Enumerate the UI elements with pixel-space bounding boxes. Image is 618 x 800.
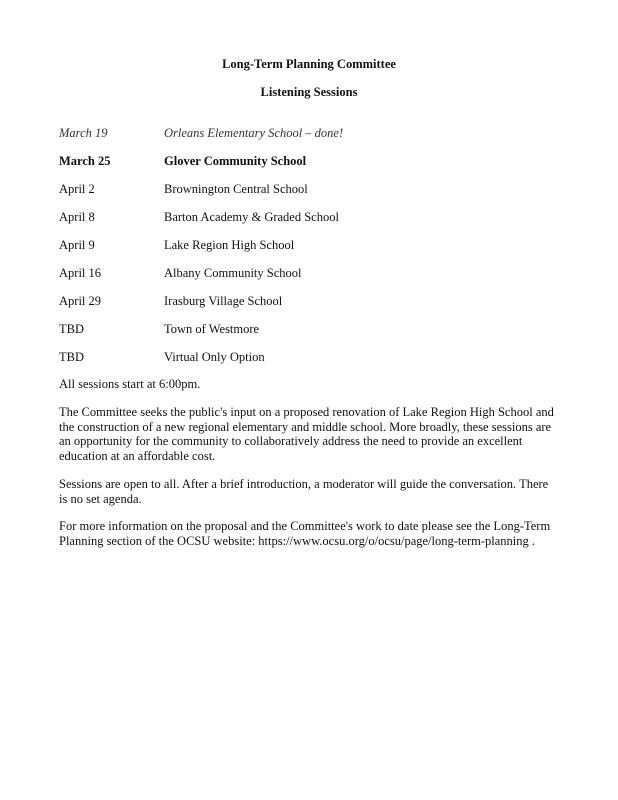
session-date: April 16 bbox=[59, 266, 102, 280]
session-date: March 19 bbox=[59, 126, 108, 140]
document-subtitle: Listening Sessions bbox=[260, 85, 358, 99]
session-date: April 8 bbox=[59, 210, 95, 224]
session-venue: Barton Academy & Graded School bbox=[164, 210, 339, 224]
session-venue: Virtual Only Option bbox=[164, 350, 265, 364]
session-date: April 29 bbox=[59, 294, 102, 308]
start-time-note: All sessions start at 6:00pm. bbox=[59, 377, 201, 391]
session-date: April 2 bbox=[59, 182, 95, 196]
session-date: TBD bbox=[59, 350, 84, 364]
session-date: April 9 bbox=[59, 238, 95, 252]
session-date: TBD bbox=[59, 322, 84, 336]
session-venue: Brownington Central School bbox=[164, 182, 308, 196]
document-title: Long-Term Planning Committee bbox=[222, 57, 396, 71]
purpose-paragraph: The Committee seeks the public's input on a proposed renovation of Lake Region High School and the construction of a new regional elementary and middle school. More broadly, these sessions are an opportunity for the community to collaboratively address the need to provide an excellent education at an affordable cost. bbox=[59, 405, 554, 463]
session-date: March 25 bbox=[59, 154, 111, 168]
session-venue: Irasburg Village School bbox=[164, 294, 283, 308]
more-info-paragraph: For more information on the proposal and the Committee's work to date please see the Long-Term Planning section of the OCSU website: https://www.ocsu.org/o/ocsu/page/long-term-planning . bbox=[59, 519, 551, 548]
session-venue: Orleans Elementary School – done! bbox=[164, 126, 344, 140]
session-venue: Glover Community School bbox=[164, 154, 307, 168]
session-venue: Town of Westmore bbox=[164, 322, 260, 336]
session-venue: Lake Region High School bbox=[164, 238, 295, 252]
session-venue: Albany Community School bbox=[164, 266, 302, 280]
format-paragraph: Sessions are open to all. After a brief introduction, a moderator will guide the conversation. There is no set agenda. bbox=[59, 477, 549, 506]
